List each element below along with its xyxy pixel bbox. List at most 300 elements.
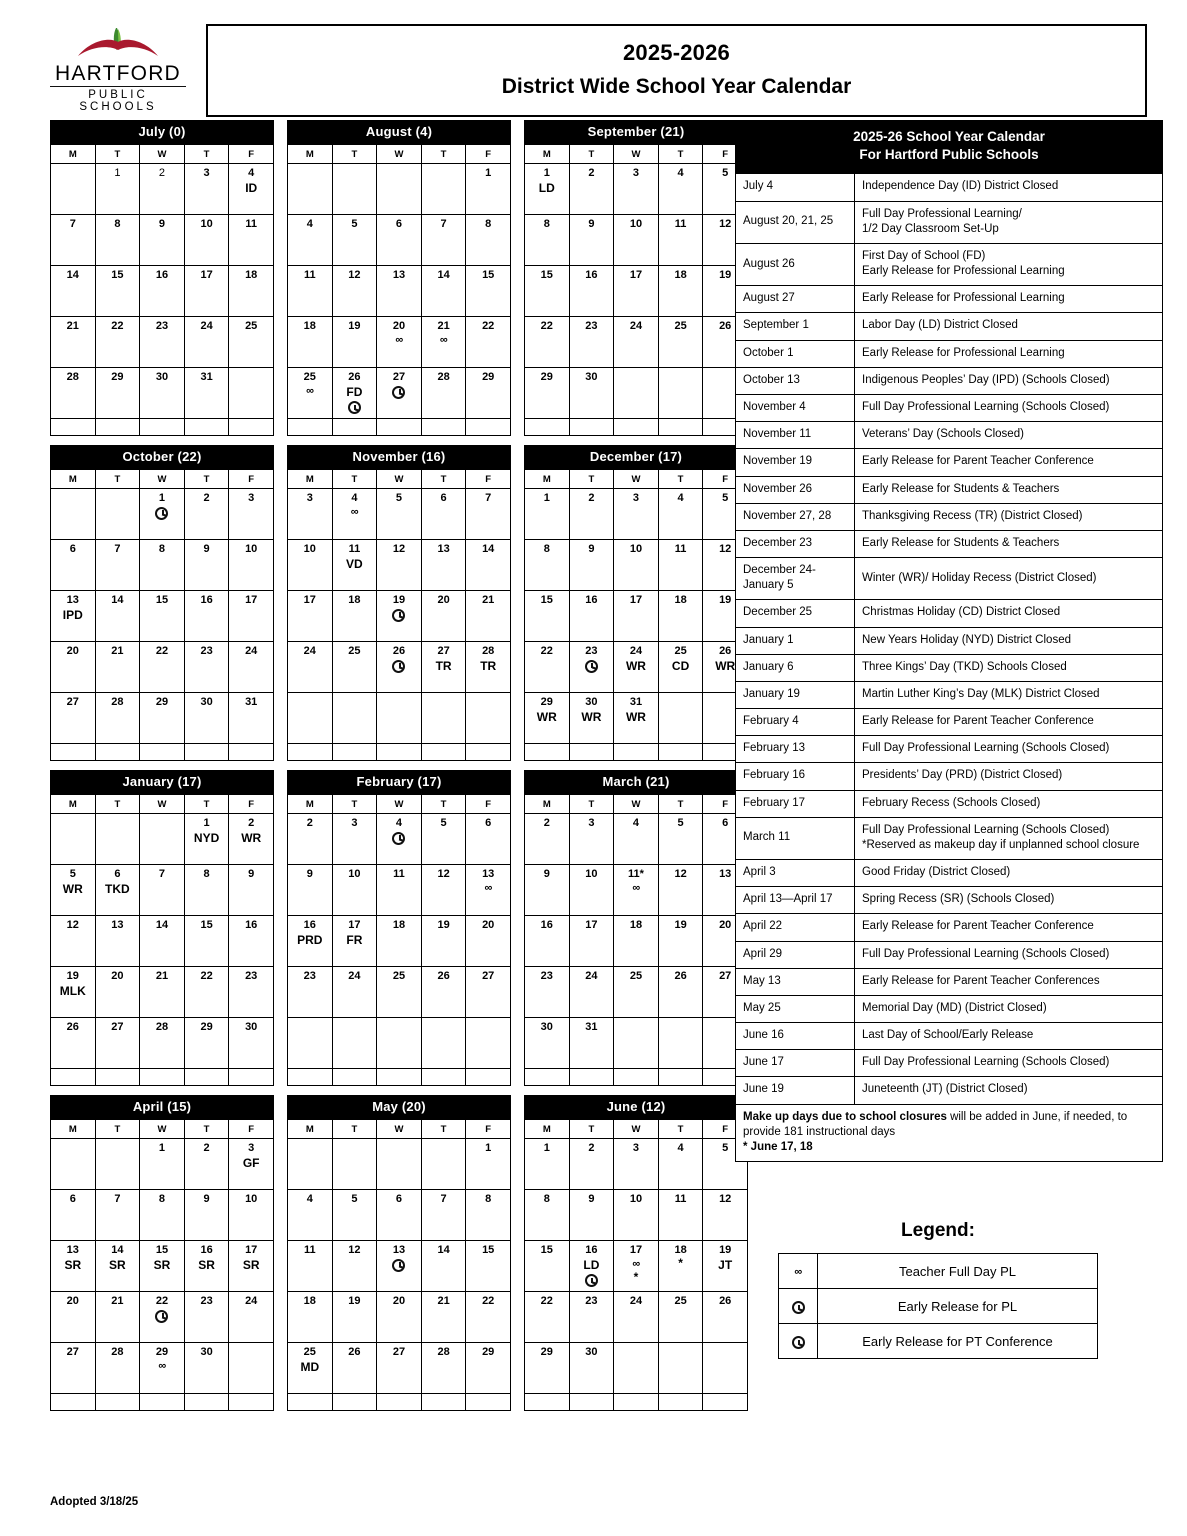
- week-row: [51, 1343, 273, 1393]
- day-cell[interactable]: [422, 215, 466, 265]
- day-cell[interactable]: [229, 164, 273, 214]
- key-date: May 13: [736, 969, 854, 995]
- day-cell[interactable]: [288, 266, 332, 316]
- day-cell[interactable]: [525, 368, 569, 418]
- day-cell[interactable]: [140, 1139, 184, 1189]
- day-cell[interactable]: [140, 1018, 184, 1068]
- day-cell[interactable]: [288, 215, 332, 265]
- day-cell[interactable]: [614, 1292, 658, 1342]
- day-cell[interactable]: [288, 540, 332, 590]
- day-cell[interactable]: [422, 916, 466, 966]
- day-cell[interactable]: [140, 489, 184, 539]
- day-cell[interactable]: [185, 1190, 229, 1240]
- day-cell[interactable]: [333, 814, 377, 864]
- day-cell[interactable]: [185, 814, 229, 864]
- day-cell[interactable]: [659, 591, 703, 641]
- day-cell[interactable]: [525, 1343, 569, 1393]
- day-cell[interactable]: [377, 540, 421, 590]
- infinity-icon: ∞: [395, 333, 403, 346]
- day-cell[interactable]: [51, 368, 95, 418]
- day-cell[interactable]: [140, 865, 184, 915]
- title-box: [206, 24, 1147, 117]
- day-cell[interactable]: [466, 540, 510, 590]
- day-cell[interactable]: [229, 1190, 273, 1240]
- day-cell[interactable]: [96, 916, 140, 966]
- day-cell[interactable]: [288, 1292, 332, 1342]
- day-cell[interactable]: [525, 814, 569, 864]
- day-cell[interactable]: [288, 368, 332, 418]
- day-cell[interactable]: [288, 967, 332, 1017]
- day-cell[interactable]: [377, 1292, 421, 1342]
- day-cell[interactable]: [466, 1139, 510, 1189]
- day-cell[interactable]: [466, 967, 510, 1017]
- day-cell[interactable]: [185, 693, 229, 743]
- day-cell[interactable]: [96, 1018, 140, 1068]
- day-cell[interactable]: [229, 693, 273, 743]
- weekday-header: T: [185, 145, 229, 163]
- day-cell[interactable]: [333, 540, 377, 590]
- key-date-row: [736, 942, 1162, 968]
- day-cell[interactable]: [525, 591, 569, 641]
- day-cell[interactable]: [51, 1241, 95, 1291]
- day-cell[interactable]: [185, 489, 229, 539]
- day-cell[interactable]: [614, 1241, 658, 1291]
- day-cell[interactable]: [96, 865, 140, 915]
- day-cell[interactable]: [288, 865, 332, 915]
- day-cell[interactable]: [525, 693, 569, 743]
- day-cell[interactable]: [377, 967, 421, 1017]
- day-cell[interactable]: [333, 591, 377, 641]
- key-date-row: [736, 969, 1162, 995]
- day-cell[interactable]: [466, 1190, 510, 1240]
- day-number: 18: [674, 269, 687, 281]
- day-cell[interactable]: [422, 540, 466, 590]
- day-cell[interactable]: [185, 1018, 229, 1068]
- week-row: [51, 814, 273, 864]
- day-cell[interactable]: [333, 1190, 377, 1240]
- day-cell[interactable]: [659, 266, 703, 316]
- day-cell[interactable]: [96, 215, 140, 265]
- day-cell[interactable]: [422, 814, 466, 864]
- day-cell[interactable]: [288, 1190, 332, 1240]
- day-number: 7: [440, 218, 447, 230]
- day-cell[interactable]: [659, 1190, 703, 1240]
- day-cell[interactable]: [377, 814, 421, 864]
- day-cell[interactable]: [333, 215, 377, 265]
- day-cell[interactable]: [377, 317, 421, 367]
- clock-icon: [792, 1301, 805, 1314]
- day-number: 12: [348, 1244, 361, 1256]
- day-cell[interactable]: [614, 540, 658, 590]
- day-cell[interactable]: [466, 814, 510, 864]
- key-date: August 20, 21, 25: [736, 202, 854, 243]
- key-date: November 11: [736, 422, 854, 448]
- day-cell[interactable]: [51, 967, 95, 1017]
- day-cell[interactable]: [377, 1190, 421, 1240]
- day-cell[interactable]: [614, 693, 658, 743]
- day-cell[interactable]: [525, 865, 569, 915]
- day-cell[interactable]: [570, 693, 614, 743]
- day-cell[interactable]: [525, 1018, 569, 1068]
- day-cell[interactable]: [659, 967, 703, 1017]
- day-cell[interactable]: [466, 1241, 510, 1291]
- day-cell[interactable]: [570, 368, 614, 418]
- day-cell-empty: [96, 489, 140, 539]
- day-cell[interactable]: [185, 1343, 229, 1393]
- day-cell[interactable]: [570, 489, 614, 539]
- day-cell-empty: [229, 1069, 273, 1085]
- key-date: December 25: [736, 600, 854, 626]
- day-cell[interactable]: [614, 642, 658, 692]
- day-number: 26: [348, 371, 361, 383]
- day-cell[interactable]: [659, 540, 703, 590]
- day-cell[interactable]: [140, 215, 184, 265]
- day-cell[interactable]: [333, 1241, 377, 1291]
- day-cell[interactable]: [140, 967, 184, 1017]
- day-cell[interactable]: [333, 865, 377, 915]
- day-cell[interactable]: [333, 317, 377, 367]
- day-cell[interactable]: [185, 266, 229, 316]
- day-cell[interactable]: [229, 967, 273, 1017]
- month-block: [524, 120, 748, 436]
- day-cell[interactable]: [570, 266, 614, 316]
- day-cell[interactable]: [659, 865, 703, 915]
- day-cell[interactable]: [659, 1292, 703, 1342]
- day-cell[interactable]: [525, 1292, 569, 1342]
- day-cell[interactable]: [570, 540, 614, 590]
- day-cell[interactable]: [96, 1190, 140, 1240]
- day-cell[interactable]: [229, 814, 273, 864]
- day-cell[interactable]: [229, 317, 273, 367]
- clock-icon: [392, 1259, 405, 1272]
- weekday-header: F: [229, 145, 273, 163]
- day-cell[interactable]: [229, 540, 273, 590]
- day-cell[interactable]: [377, 591, 421, 641]
- day-cell[interactable]: [570, 642, 614, 692]
- day-cell[interactable]: [570, 916, 614, 966]
- day-cell[interactable]: [333, 266, 377, 316]
- day-cell[interactable]: [422, 967, 466, 1017]
- day-cell[interactable]: [333, 489, 377, 539]
- day-cell[interactable]: [185, 1139, 229, 1189]
- day-cell[interactable]: [140, 916, 184, 966]
- day-cell[interactable]: [288, 1241, 332, 1291]
- day-cell[interactable]: [96, 266, 140, 316]
- day-cell[interactable]: [422, 1343, 466, 1393]
- day-cell[interactable]: [288, 642, 332, 692]
- day-cell[interactable]: [570, 814, 614, 864]
- day-cell[interactable]: [333, 642, 377, 692]
- day-cell[interactable]: [377, 642, 421, 692]
- day-cell[interactable]: [96, 1292, 140, 1342]
- day-cell[interactable]: [185, 1241, 229, 1291]
- day-cell[interactable]: [140, 1292, 184, 1342]
- day-cell[interactable]: [229, 266, 273, 316]
- day-cell[interactable]: [466, 164, 510, 214]
- day-cell[interactable]: [422, 865, 466, 915]
- day-number: 13: [437, 543, 450, 555]
- day-cell[interactable]: [96, 540, 140, 590]
- day-cell[interactable]: [614, 814, 658, 864]
- day-cell[interactable]: [51, 865, 95, 915]
- day-cell[interactable]: [96, 317, 140, 367]
- day-number: 2: [158, 167, 166, 179]
- day-cell[interactable]: [185, 916, 229, 966]
- day-cell[interactable]: [229, 1241, 273, 1291]
- day-cell[interactable]: [525, 1241, 569, 1291]
- day-cell[interactable]: [288, 489, 332, 539]
- day-cell[interactable]: [422, 1190, 466, 1240]
- month-title: December (17): [524, 445, 748, 469]
- day-cell[interactable]: [377, 1343, 421, 1393]
- day-cell[interactable]: [422, 1292, 466, 1342]
- day-cell[interactable]: [659, 1241, 703, 1291]
- day-number: 18: [674, 1244, 687, 1256]
- day-cell[interactable]: [570, 1343, 614, 1393]
- day-cell[interactable]: [614, 164, 658, 214]
- day-cell[interactable]: [185, 215, 229, 265]
- day-code: MLK: [59, 983, 86, 998]
- day-cell[interactable]: [422, 317, 466, 367]
- day-cell[interactable]: [51, 693, 95, 743]
- day-cell[interactable]: [614, 215, 658, 265]
- day-cell[interactable]: [525, 164, 569, 214]
- day-cell[interactable]: [525, 489, 569, 539]
- day-cell[interactable]: [140, 1190, 184, 1240]
- day-number: 17: [629, 269, 643, 281]
- day-cell[interactable]: [377, 215, 421, 265]
- day-number: 29: [155, 1346, 169, 1358]
- day-cell[interactable]: [422, 489, 466, 539]
- day-cell[interactable]: [570, 1241, 614, 1291]
- day-cell[interactable]: [229, 489, 273, 539]
- day-cell-empty: [525, 744, 569, 760]
- day-cell[interactable]: [614, 489, 658, 539]
- day-cell[interactable]: [570, 215, 614, 265]
- day-cell[interactable]: [377, 266, 421, 316]
- day-cell[interactable]: [229, 591, 273, 641]
- day-cell[interactable]: [614, 266, 658, 316]
- day-cell[interactable]: [140, 540, 184, 590]
- day-cell[interactable]: [525, 1139, 569, 1189]
- day-cell[interactable]: [525, 916, 569, 966]
- day-cell[interactable]: [525, 317, 569, 367]
- day-cell[interactable]: [422, 266, 466, 316]
- day-cell[interactable]: [466, 1343, 510, 1393]
- weekday-header: T: [570, 1120, 614, 1138]
- day-cell[interactable]: [570, 865, 614, 915]
- day-cell[interactable]: [185, 368, 229, 418]
- day-number: 3: [203, 167, 210, 179]
- day-cell[interactable]: [466, 368, 510, 418]
- day-cell[interactable]: [377, 865, 421, 915]
- day-cell[interactable]: [51, 591, 95, 641]
- key-date-note: Full Day Professional Learning (Schools Closed) *Reserved as makeup day if unplanned school closure: [855, 818, 1162, 859]
- day-cell[interactable]: [96, 642, 140, 692]
- day-cell[interactable]: [96, 1241, 140, 1291]
- day-cell[interactable]: [51, 916, 95, 966]
- day-cell[interactable]: [466, 865, 510, 915]
- day-cell-empty: [51, 1394, 95, 1410]
- day-cell[interactable]: [570, 1292, 614, 1342]
- day-cell-empty: [659, 419, 703, 435]
- day-cell[interactable]: [333, 967, 377, 1017]
- day-cell[interactable]: [525, 1190, 569, 1240]
- day-cell[interactable]: [525, 215, 569, 265]
- day-cell[interactable]: [659, 814, 703, 864]
- day-cell[interactable]: [140, 693, 184, 743]
- key-date: January 1: [736, 628, 854, 654]
- day-cell[interactable]: [614, 317, 658, 367]
- day-cell[interactable]: [466, 916, 510, 966]
- day-cell[interactable]: [96, 967, 140, 1017]
- day-cell[interactable]: [229, 642, 273, 692]
- key-date-note: Early Release for Parent Teacher Conference: [855, 709, 1162, 735]
- day-cell[interactable]: [96, 368, 140, 418]
- week-row: [525, 1394, 747, 1410]
- day-cell[interactable]: [140, 1241, 184, 1291]
- day-cell[interactable]: [229, 1292, 273, 1342]
- day-cell[interactable]: [659, 215, 703, 265]
- day-cell[interactable]: [466, 591, 510, 641]
- day-cell[interactable]: [51, 215, 95, 265]
- day-cell[interactable]: [229, 1139, 273, 1189]
- day-cell[interactable]: [422, 1241, 466, 1291]
- day-cell[interactable]: [377, 916, 421, 966]
- day-cell[interactable]: [140, 164, 184, 214]
- day-cell[interactable]: [659, 1139, 703, 1189]
- day-cell[interactable]: [229, 916, 273, 966]
- day-cell[interactable]: [288, 814, 332, 864]
- day-cell[interactable]: [466, 215, 510, 265]
- day-cell[interactable]: [185, 1292, 229, 1342]
- day-cell[interactable]: [614, 916, 658, 966]
- weekday-header: W: [614, 145, 658, 163]
- day-cell[interactable]: [229, 215, 273, 265]
- day-cell-empty: [659, 1018, 703, 1068]
- day-cell[interactable]: [614, 865, 658, 915]
- day-cell[interactable]: [51, 642, 95, 692]
- day-cell[interactable]: [185, 540, 229, 590]
- day-cell[interactable]: [377, 489, 421, 539]
- day-cell[interactable]: [377, 368, 421, 418]
- day-cell[interactable]: [140, 266, 184, 316]
- day-cell[interactable]: [614, 1190, 658, 1240]
- day-cell[interactable]: [525, 266, 569, 316]
- day-number: 30: [540, 1021, 553, 1033]
- day-cell[interactable]: [570, 1190, 614, 1240]
- key-date: June 17: [736, 1050, 854, 1076]
- day-cell[interactable]: [288, 591, 332, 641]
- day-cell[interactable]: [140, 642, 184, 692]
- day-cell[interactable]: [51, 317, 95, 367]
- day-number: 24: [348, 970, 361, 982]
- day-cell[interactable]: [614, 1139, 658, 1189]
- day-cell[interactable]: [51, 1292, 95, 1342]
- day-cell[interactable]: [185, 967, 229, 1017]
- day-cell[interactable]: [614, 591, 658, 641]
- day-cell[interactable]: [570, 164, 614, 214]
- key-date: July 4: [736, 174, 854, 200]
- day-cell[interactable]: [614, 967, 658, 1017]
- day-cell[interactable]: [96, 164, 140, 214]
- day-cell-empty: [614, 1343, 658, 1393]
- day-cell[interactable]: [466, 1292, 510, 1342]
- day-cell[interactable]: [525, 642, 569, 692]
- day-cell[interactable]: [466, 489, 510, 539]
- day-code: WR: [625, 709, 646, 724]
- day-cell[interactable]: [422, 642, 466, 692]
- day-cell[interactable]: [333, 368, 377, 418]
- day-cell[interactable]: [659, 916, 703, 966]
- day-cell[interactable]: [333, 1292, 377, 1342]
- day-number: 8: [543, 218, 550, 230]
- day-cell[interactable]: [570, 967, 614, 1017]
- day-cell[interactable]: [333, 916, 377, 966]
- day-cell[interactable]: [570, 591, 614, 641]
- day-cell[interactable]: [570, 1018, 614, 1068]
- day-cell[interactable]: [140, 1343, 184, 1393]
- day-cell[interactable]: [185, 317, 229, 367]
- day-cell[interactable]: [185, 642, 229, 692]
- weekday-header: T: [333, 795, 377, 813]
- day-cell[interactable]: [185, 164, 229, 214]
- day-cell[interactable]: [466, 266, 510, 316]
- day-cell[interactable]: [525, 540, 569, 590]
- day-cell[interactable]: [51, 1018, 95, 1068]
- day-cell[interactable]: [51, 266, 95, 316]
- day-cell[interactable]: [659, 642, 703, 692]
- day-cell[interactable]: [96, 1343, 140, 1393]
- key-date-row: [736, 600, 1162, 626]
- day-cell[interactable]: [570, 317, 614, 367]
- day-number: 28: [482, 645, 495, 657]
- day-number: 9: [158, 218, 166, 230]
- day-cell[interactable]: [51, 1190, 95, 1240]
- day-cell[interactable]: [140, 591, 184, 641]
- day-cell[interactable]: [288, 317, 332, 367]
- day-cell[interactable]: [659, 317, 703, 367]
- day-cell[interactable]: [185, 865, 229, 915]
- day-cell[interactable]: [570, 1139, 614, 1189]
- legend-section: [735, 1220, 1163, 1359]
- day-cell[interactable]: [96, 591, 140, 641]
- day-cell[interactable]: [525, 967, 569, 1017]
- week-row: [525, 865, 747, 915]
- day-cell[interactable]: [51, 540, 95, 590]
- day-number: 18: [303, 320, 316, 332]
- day-cell[interactable]: [51, 1343, 95, 1393]
- day-cell[interactable]: [288, 1343, 332, 1393]
- day-cell[interactable]: [422, 591, 466, 641]
- day-cell[interactable]: [140, 317, 184, 367]
- day-cell[interactable]: [466, 642, 510, 692]
- key-date-note: Winter (WR)/ Holiday Recess (District Closed): [855, 558, 1162, 599]
- day-cell[interactable]: [659, 489, 703, 539]
- day-cell[interactable]: [96, 693, 140, 743]
- day-cell[interactable]: [659, 164, 703, 214]
- day-cell[interactable]: [229, 1018, 273, 1068]
- day-cell[interactable]: [333, 1343, 377, 1393]
- weekday-header: T: [422, 145, 466, 163]
- day-cell[interactable]: [466, 317, 510, 367]
- day-cell[interactable]: [422, 368, 466, 418]
- day-cell[interactable]: [288, 916, 332, 966]
- day-cell[interactable]: [377, 1241, 421, 1291]
- day-cell[interactable]: [140, 368, 184, 418]
- day-cell[interactable]: [229, 865, 273, 915]
- day-cell[interactable]: [185, 591, 229, 641]
